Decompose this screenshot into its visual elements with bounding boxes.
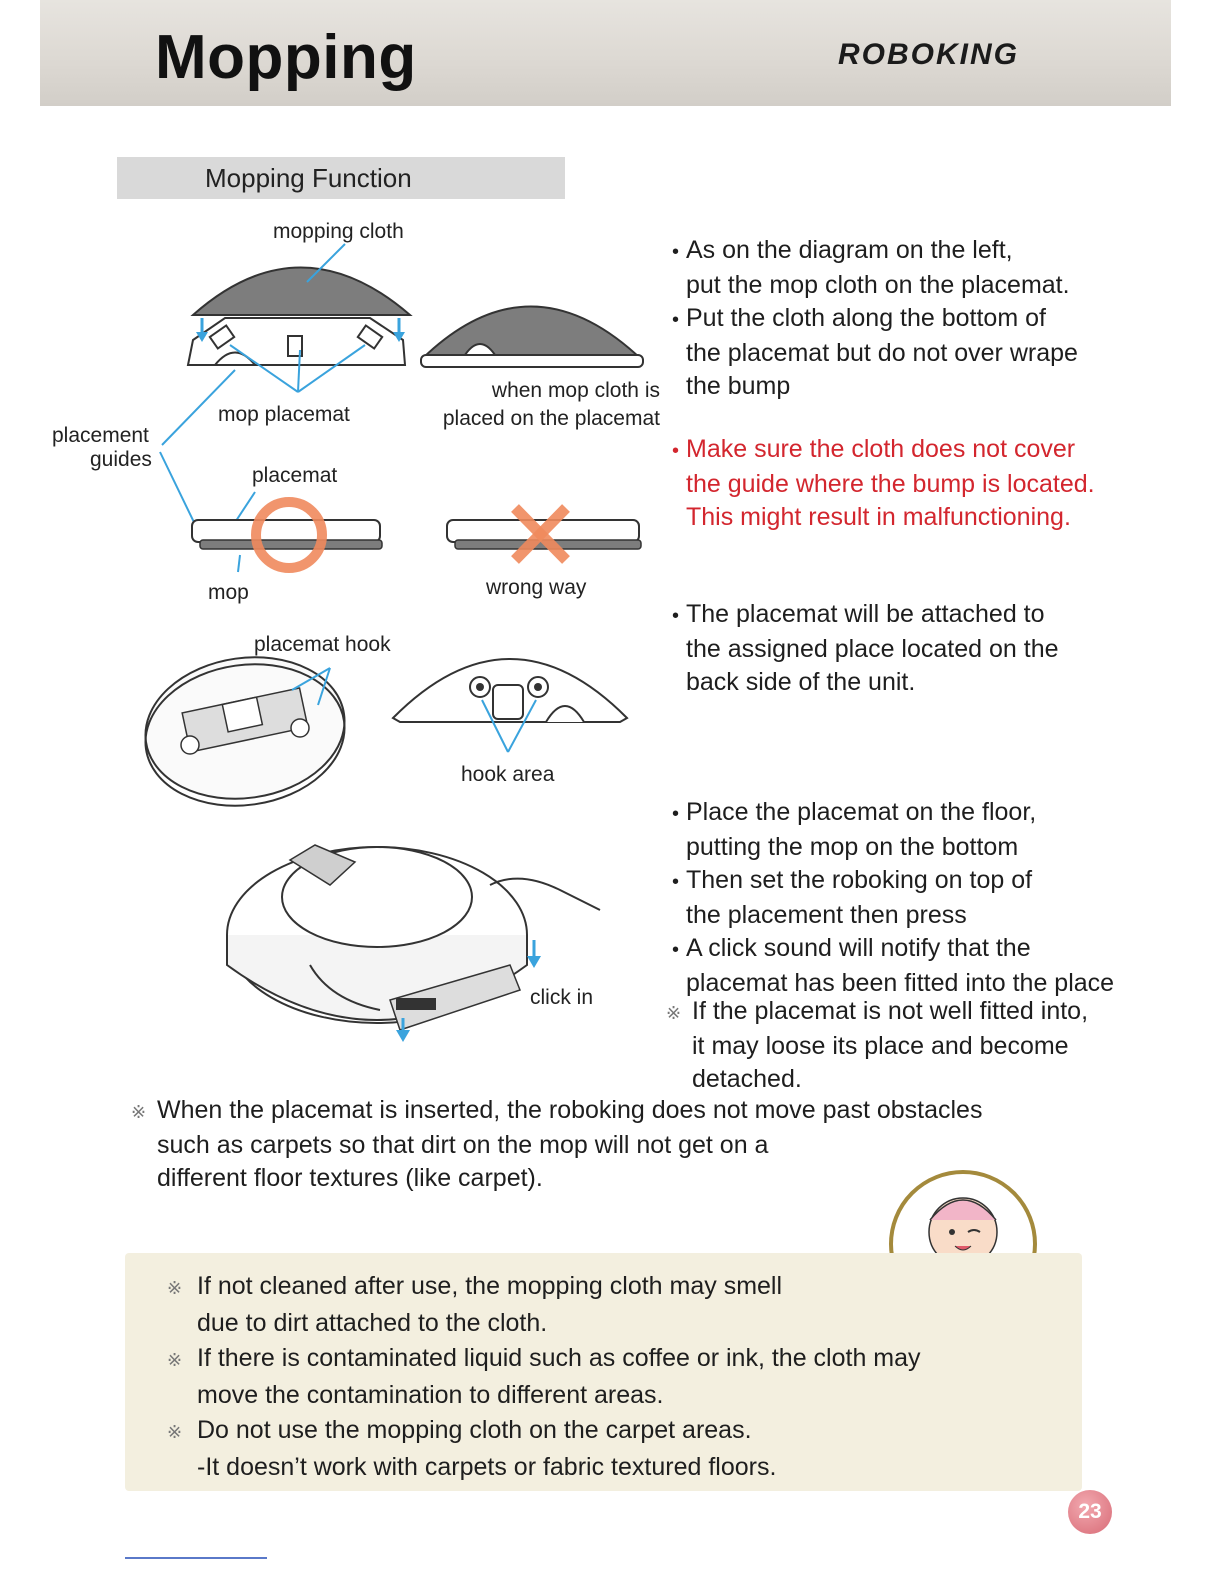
page-title: Mopping: [155, 23, 417, 92]
label-when-placed-line2: placed on the placemat: [442, 407, 660, 430]
robot-press-illustration: [227, 845, 600, 1042]
label-hook-area: hook area: [461, 763, 555, 786]
note-mark-icon: ※: [167, 1422, 183, 1442]
label-guides: guides: [90, 448, 152, 471]
label-mop: mop: [208, 581, 249, 604]
warning-block: • Make sure the cloth does not cover the guide where the bump is located. This might result in malfunctioning.: [672, 435, 1095, 531]
note-mark-icon: ※: [131, 1102, 147, 1122]
tip-item: ※ If not cleaned after use, the mopping cloth may smell due to dirt attached to the cloth.: [167, 1272, 783, 1337]
side-view-correct: [192, 502, 382, 568]
label-wrong-way: wrong way: [486, 576, 587, 599]
label-placement: placement: [52, 424, 149, 447]
section-title: Mopping Function: [205, 163, 412, 193]
brand-logo: ROBOKING: [838, 38, 1019, 71]
label-click-in: click in: [530, 986, 594, 1009]
bullet-item: • Then set the roboking on top of the placement then press: [672, 866, 1033, 929]
bullet-dot: •: [672, 241, 680, 263]
note-mark-icon: ※: [167, 1278, 183, 1298]
footer-line: [125, 1557, 267, 1559]
robot-underside-illustration: [136, 645, 354, 818]
label-when-placed-line1: when mop cloth is: [491, 379, 660, 402]
bullet-dot: •: [672, 440, 680, 462]
main-note: ※ When the placemat is inserted, the roboking does not move past obstacles such as carpets so that dirt on the mop will not get on a different floor textures (like carpet).: [131, 1096, 983, 1192]
placemat-hook-illustration: [393, 659, 627, 752]
bullet-item: • As on the diagram on the left, put the mop cloth on the placemat.: [672, 236, 1070, 299]
bullet-item: • A click sound will notify that the placemat has been fitted into the place: [672, 934, 1115, 997]
label-placemat: placemat: [252, 464, 338, 487]
bullet-dot: •: [672, 605, 680, 627]
tips-list: [167, 1269, 1057, 1485]
label-mop-placemat: mop placemat: [218, 403, 350, 426]
label-placemat-hook: placemat hook: [254, 633, 391, 656]
note-mark-icon: ※: [167, 1350, 183, 1370]
bullet-item: • Put the cloth along the bottom of the placemat but do not over wrape the bump: [672, 304, 1078, 400]
tip-item: ※ If there is contaminated liquid such as coffee or ink, the cloth may move the contamination to different areas.: [167, 1344, 921, 1409]
placed-cloth-illustration: [421, 307, 643, 368]
note-mark-icon: ※: [666, 1003, 682, 1023]
bullet-dot: •: [672, 871, 680, 893]
instruction-group-3: [672, 796, 1202, 1000]
page-number-badge: 23: [1068, 1490, 1112, 1534]
bullet-item: • Place the placemat on the floor, putting the mop on the bottom: [672, 798, 1037, 861]
bullet-dot: •: [672, 939, 680, 961]
label-mopping-cloth: mopping cloth: [273, 220, 404, 243]
bullet-dot: •: [672, 803, 680, 825]
tip-item: ※ Do not use the mopping cloth on the carpet areas. -It doesn’t work with carpets or fabric textured floors.: [167, 1416, 777, 1481]
side-view-wrong: [447, 508, 641, 560]
instruction-group-1: [672, 234, 1172, 403]
instruction-group-2: • The placemat will be attached to the assigned place located on the back side of the unit.: [672, 600, 1059, 696]
bullet-dot: •: [672, 309, 680, 331]
fit-note: ※ If the placemat is not well fitted into, it may loose its place and become detached.: [666, 997, 1089, 1093]
